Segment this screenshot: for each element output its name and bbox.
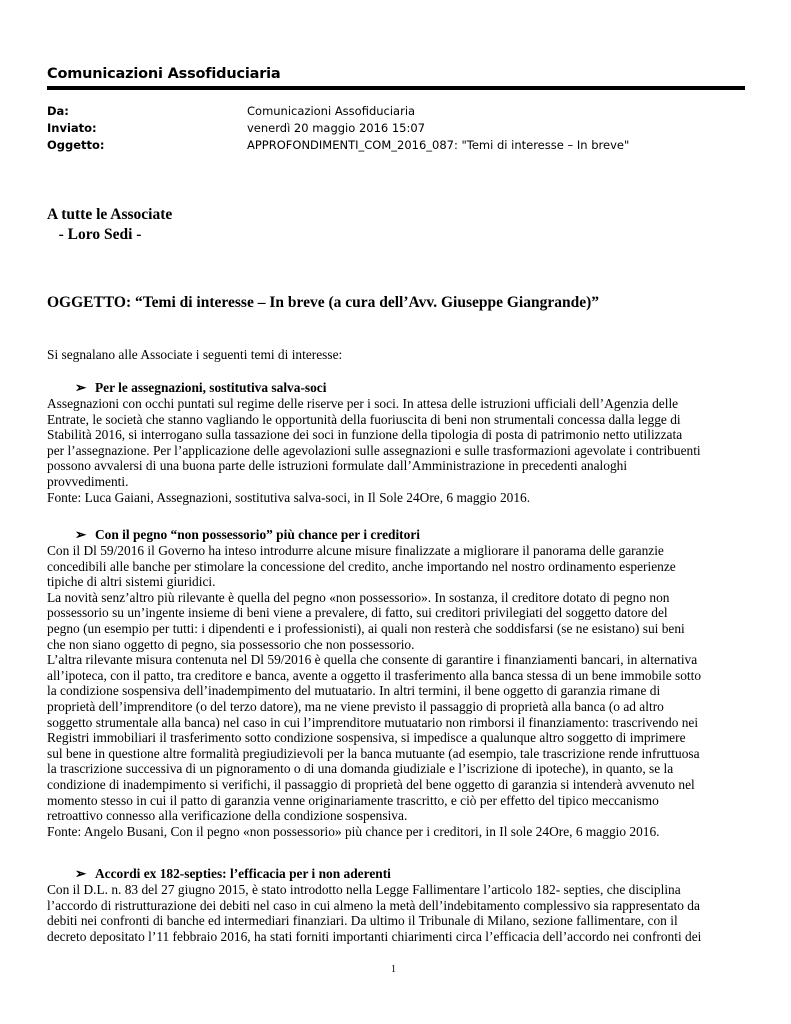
section-heading: [75, 380, 326, 396]
paragraph-line: Stabilità 2016, si interrogano sulla tassazione dei soci in funzione della tipologia di posta di patrimonio netto utilizzata: [47, 427, 683, 443]
intro-paragraph: Si segnalano alle Associate i seguenti temi di interesse:: [47, 347, 343, 362]
paragraph-line: retroattivo connesso alla verificazione della condizione sospensiva.: [47, 808, 408, 824]
source-citation: Fonte: Angelo Busani, Con il pegno «non possessorio» più chance per i creditori, in Il sole 24Ore, 6 maggio 2016.: [47, 823, 660, 839]
paragraph-line: L’altra rilevante misura contenuta nel Dl 59/2016 è quella che consente di garantire i finanziamenti bancari, in alternativa: [47, 652, 698, 668]
from-value: Comunicazioni Assofiduciaria: [247, 104, 416, 118]
paragraph-line: per l’assegnazione. Per l’applicazione delle agevolazioni sulle assegnazioni e sulle trasformazioni agevolate i contribuenti: [47, 442, 701, 458]
section-body: [47, 396, 747, 505]
arrow-bullet-icon: ➢: [75, 380, 87, 395]
paragraph-line: provvedimenti.: [47, 473, 129, 489]
paragraph-line: Con il D.L. n. 83 del 27 giugno 2015, è stato introdotto nella Legge Fallimentare l’articolo 182- septies, che disciplina: [47, 882, 681, 897]
paragraph-line: proprietà dell’imprenditore (o del terzo datore), ma ne viene previsto il passaggio di proprietà alla banca (o ad altro: [47, 698, 664, 714]
paragraph-line: pegno (un esempio per tutti: i dipendenti e i professionisti), ai quali non resterà che soddisfarsi (se ne esistano) sui beni: [47, 620, 685, 636]
paragraph-line: soggetto strumentale alla banca) nel caso in cui l’imprenditore mutuatario non rimborsi il finanziamento: trascrivendo nei: [47, 714, 699, 730]
document-subject: OGGETTO: “Temi di interesse – In breve (a cura dell’Avv. Giuseppe Giangrande)”: [47, 294, 599, 311]
source-citation: Fonte: Luca Gaiani, Assegnazioni, sostitutiva salva-soci, in Il Sole 24Ore, 6 maggio 2016.: [47, 489, 531, 505]
recipients-line: A tutte le Associate: [47, 206, 173, 223]
page-number: 1: [391, 964, 396, 975]
arrow-bullet-icon: ➢: [75, 866, 87, 881]
sent-label: Inviato:: [47, 121, 97, 135]
section-heading: [75, 866, 391, 882]
sent-value: venerdì 20 maggio 2016 15:07: [247, 121, 426, 135]
paragraph-line: debiti nei confronti di banche ed intermediari finanziari. Da ultimo il Tribunale di Milano, sezione fallimentare, con il: [47, 913, 678, 929]
section-heading: [75, 527, 420, 543]
section-body: [47, 543, 747, 839]
paragraph-line: l’accordo di ristrutturazione dei debiti nel caso in cui almeno la metà dell’indebitamento complessivo sia rappresentato da: [47, 897, 700, 913]
section-body: [47, 882, 747, 944]
paragraph-line: possessorio su un’ingente insieme di beni viene a prevalere, di fatto, sui creditori privilegiati del soggetto datore del: [47, 605, 668, 621]
email-sender-title: Comunicazioni Assofiduciaria: [47, 66, 281, 82]
section-heading-text: Con il pegno “non possessorio” più chance per i creditori: [95, 527, 420, 542]
subject-label: Oggetto:: [47, 138, 105, 152]
paragraph-line: condizione di inadempimento si verifichi, il passaggio di proprietà del bene oggetto di garanzia si intenderà avvenuto nel: [47, 776, 695, 792]
subject-value: APPROFONDIMENTI_COM_2016_087: "Temi di interesse – In breve": [247, 138, 630, 152]
paragraph-line: la condizione sospensiva dell’inadempimento del mutuatario. In altri termini, il bene oggetto di garanzia rimane di: [47, 683, 661, 699]
section-heading-text: Accordi ex 182-septies: l’efficacia per i non aderenti: [95, 866, 391, 881]
paragraph-line: La novità senz’altro più rilevante è quella del pegno «non possessorio». In sostanza, il creditore dotato di pegno non: [47, 589, 670, 605]
paragraph-line: la trascrizione successiva di un pignoramento o di una domanda giudiziale e l’iscrizione di ipoteche), in quanto, se la: [47, 761, 674, 777]
paragraph-line: Con il Dl 59/2016 il Governo ha inteso introdurre alcune misure finalizzate a migliorare il panorama delle garanzie: [47, 543, 664, 558]
header-divider: [47, 86, 745, 90]
section-heading-text: Per le assegnazioni, sostitutiva salva-soci: [95, 380, 327, 395]
paragraph-line: Entrate, le società che stanno vagliando le opportunità della fuoriuscita di beni non strumentali concessa dalla legge di: [47, 411, 681, 427]
paragraph-line: possono avvalersi di una buona parte delle istruzioni formulate dall’Amministrazione in precedenti analoghi: [47, 458, 628, 474]
paragraph-line: decreto depositato l’11 febbraio 2016, ha stati forniti importanti chiarimenti circa l’efficacia dell’accordo nei confronti dei: [47, 928, 702, 944]
paragraph-line: tipiche di altri sistemi giuridici.: [47, 574, 216, 590]
paragraph-line: concedibili alle banche per stimolare la concessione del credito, anche importando nel nostro ordinamento esperienze: [47, 558, 676, 574]
paragraph-line: all’ipoteca, con il patto, tra creditore e banca, avente a oggetto il trasferimento alla banca stessa di un bene immobile sotto: [47, 667, 702, 683]
from-label: Da:: [47, 104, 69, 118]
paragraph-line: Registri immobiliari il trasferimento sotto condizione sospensiva, si impedisce a qualunque altro soggetto di imprimere: [47, 730, 686, 746]
paragraph-line: sul bene in questione altre formalità pregiudizievoli per la banca mutuante (ad esempio, tale trascrizione rende infruttuosa: [47, 745, 700, 761]
paragraph-line: Assegnazioni con occhi puntati sul regime delle riserve per i soci. In attesa delle istruzioni ufficiali dell’Agenzia delle: [47, 396, 679, 411]
recipients-sub-line: - Loro Sedi -: [47, 226, 142, 243]
arrow-bullet-icon: ➢: [75, 527, 87, 542]
paragraph-line: che non siano oggetto di pegno, sia possessorio che non possessorio.: [47, 636, 415, 652]
paragraph-line: momento stesso in cui il patto di garanzia venne originariamente trascritto, e ciò per effetto del tipico meccanismo: [47, 792, 659, 808]
